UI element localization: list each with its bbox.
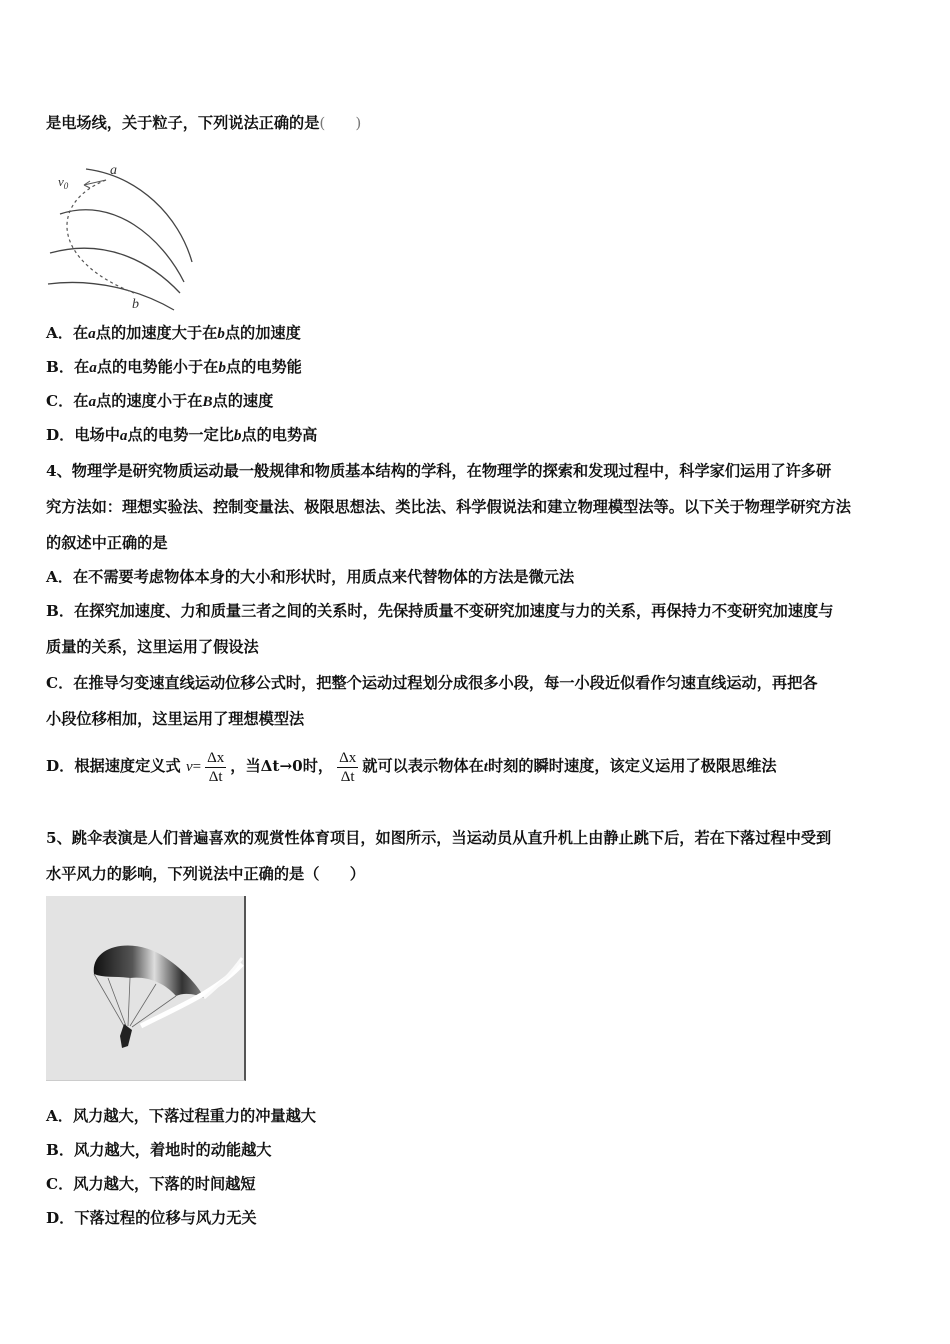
label-b: b [132, 297, 139, 312]
limit-expression: Δt→0 [260, 757, 303, 775]
q3-option-c: C．在a点的速度小于在B点的速度 [46, 392, 274, 410]
q3-answer-paren-close: ) [355, 114, 362, 132]
q4-stem-line2: 究方法如：理想实验法、控制变量法、极限思想法、类比法、科学假说法和建立物理模型法等。以下关于物理学研究方法 [46, 498, 851, 516]
field-line-2 [60, 210, 184, 282]
q4-option-d: D．根据速度定义式 v= $\frac{\Delta x}{\Delta t}$ ，当Δt→0时， $\frac{\Delta x}{\Delta t}$ 就可以表示物体在t时刻的瞬时速度，该定义运用了极限思维法 [46, 749, 777, 785]
q5-option-a: A．风力越大，下落过程重力的冲量越大 [46, 1107, 316, 1125]
canopy [94, 945, 204, 998]
q3-option-a: A．在a点的加速度大于在b点的加速度 [46, 324, 301, 342]
q3-stem-tail: 是电场线，关于粒子，下列说法正确的是( ) [46, 114, 362, 132]
field-line-1 [86, 169, 192, 262]
q5-stem-line2: 水平风力的影响，下列说法中正确的是（ ） [46, 865, 365, 883]
q4-option-b-line2: 质量的关系，这里运用了假设法 [46, 638, 259, 656]
q5-option-b: B．风力越大，着地时的动能越大 [46, 1141, 272, 1159]
electric-field-figure [44, 158, 204, 318]
q4-option-c-line2: 小段位移相加，这里运用了理想模型法 [46, 710, 305, 728]
parachutist [120, 1024, 132, 1048]
velocity-symbol: v [185, 759, 193, 775]
q5-stem-line1: 5、跳伞表演是人们普遍喜欢的观赏性体育项目，如图所示，当运动员从直升机上由静止跳下后，若在下落过程中受到 [46, 829, 832, 847]
q5-option-c: C．风力越大，下落的时间越短 [46, 1175, 256, 1193]
field-lines-diagram [44, 158, 204, 318]
field-line-4 [48, 282, 174, 310]
q4-stem-line1: 4、物理学是研究物质运动最一般规律和物质基本结构的学科，在物理学的探索和发现过程中，科学家们运用了许多研 [46, 462, 832, 480]
q3-option-b: B．在a点的电势能小于在b点的电势能 [46, 358, 302, 376]
label-a: a [110, 163, 117, 178]
label-v0: $v_0$ [58, 174, 69, 191]
q4-option-b-line1: B．在探究加速度、力和质量三者之间的关系时，先保持质量不变研究加速度与力的关系，再保持力不变研究加速度与 [46, 602, 834, 620]
q3-answer-paren-open: ( [319, 114, 326, 132]
q4-option-a: A．在不需要考虑物体本身的大小和形状时，用质点来代替物体的方法是微元法 [46, 568, 575, 586]
velocity-fraction: $\frac{\Delta x}{\Delta t}$ [207, 749, 225, 785]
q4-stem-line3: 的叙述中正确的是 [46, 534, 168, 552]
q4-option-c-line1: C．在推导匀变速直线运动位移公式时，把整个运动过程划分成很多小段，每一小段近似看作匀速直线运动，再把各 [46, 674, 818, 692]
q3-option-d: D．电场中a点的电势一定比b点的电势高 [46, 426, 318, 444]
parachute-photo [46, 896, 246, 1081]
q5-option-d: D．下落过程的位移与风力无关 [46, 1209, 257, 1227]
field-line-3 [50, 248, 180, 293]
particle-trajectory [67, 180, 134, 293]
ratio-fraction: $\frac{\Delta x}{\Delta t}$ [339, 749, 357, 785]
parachutist-image [46, 896, 244, 1080]
